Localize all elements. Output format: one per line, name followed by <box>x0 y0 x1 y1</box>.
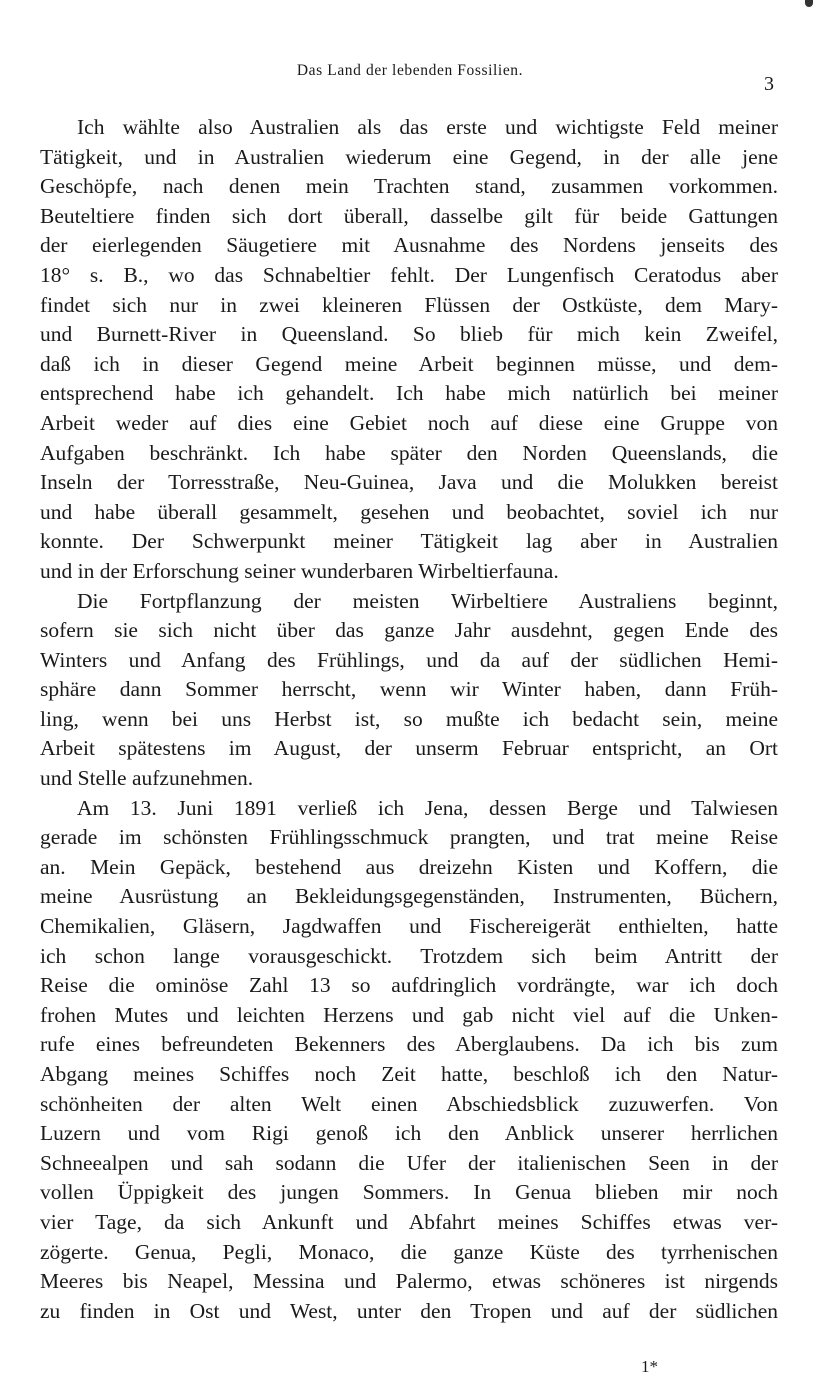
text-line: an. Mein Gepäck, bestehend aus dreizehn Kisten und Koffern, die <box>40 854 778 879</box>
text-line: Arbeit weder auf dies eine Gebiet noch auf diese eine Gruppe von <box>40 410 778 435</box>
text-line: vollen Üppigkeit des jungen Sommers. In Genua blieben mir noch <box>40 1180 778 1205</box>
text-line: Die Fortpflanzung der meisten Wirbeltiere Australiens beginnt, <box>77 588 778 613</box>
text-line: Meeres bis Neapel, Messina und Palermo, etwas schöneres ist nirgends <box>40 1269 778 1294</box>
text-line: rufe eines befreundeten Bekenners des Aberglaubens. Da ich bis zum <box>40 1032 778 1057</box>
text-line: Reise die ominöse Zahl 13 so aufdringlich vordrängte, war ich doch <box>40 973 778 998</box>
signature-mark: 1* <box>641 1357 658 1376</box>
text-line: schönheiten der alten Welt einen Abschiedsblick zuzuwerfen. Von <box>40 1091 778 1116</box>
body-text <box>40 113 778 1326</box>
text-line: entsprechend habe ich gehandelt. Ich habe mich natürlich bei meiner <box>40 381 778 406</box>
text-line: sofern sie sich nicht über das ganze Jahr ausdehnt, gegen Ende des <box>40 618 778 643</box>
text-line: Tätigkeit, und in Australien wiederum eine Gegend, in der alle jene <box>40 144 778 169</box>
text-line: findet sich nur in zwei kleineren Flüssen der Ostküste, dem Mary- <box>40 292 778 317</box>
text-line: zögerte. Genua, Pegli, Monaco, die ganze Küste des tyrrhenischen <box>40 1239 778 1264</box>
corner-ink-mark <box>805 0 813 7</box>
text-line: frohen Mutes und leichten Herzens und gab nicht viel auf die Unken- <box>40 1002 778 1027</box>
text-line: Luzern und vom Rigi genoß ich den Anblick unserer herrlichen <box>40 1121 778 1146</box>
text-line: Ich wählte also Australien als das erste und wichtigste Feld meiner <box>77 115 778 139</box>
text-line: Beuteltiere finden sich dort überall, dasselbe gilt für beide Gattungen <box>40 203 778 228</box>
text-line: und Burnett-River in Queensland. So blieb für mich kein Zweifel, <box>40 322 778 347</box>
text-line: ich schon lange vorausgeschickt. Trotzdem sich beim Antritt der <box>40 943 778 968</box>
text-line: Geschöpfe, nach denen mein Trachten stand, zusammen vorkommen. <box>40 174 778 199</box>
text-line: daß ich in dieser Gegend meine Arbeit beginnen müsse, und dem- <box>40 351 778 376</box>
text-line: Aufgaben beschränkt. Ich habe später den Norden Queenslands, die <box>40 440 778 465</box>
text-line: und habe überall gesammelt, gesehen und beobachtet, soviel ich nur <box>40 499 778 524</box>
running-title: Das Land der lebenden Fossilien. <box>296 62 524 79</box>
text-line: meine Ausrüstung an Bekleidungsgegenständen, Instrumenten, Büchern, <box>40 884 778 909</box>
text-line: vier Tage, da sich Ankunft und Abfahrt meines Schiffes etwas ver- <box>40 1209 778 1234</box>
text-line: Arbeit spätestens im August, der unserm Februar entspricht, an Ort <box>40 736 778 761</box>
text-line: ling, wenn bei uns Herbst ist, so mußte ich bedacht sein, meine <box>40 706 778 731</box>
paragraph <box>40 587 778 794</box>
text-line: zu finden in Ost und West, unter den Tropen und auf der südlichen <box>40 1298 778 1323</box>
text-line: und Stelle aufzunehmen. <box>40 766 254 791</box>
text-line: Am 13. Juni 1891 verließ ich Jena, dessen Berge und Talwiesen <box>77 795 778 820</box>
paragraph <box>40 113 778 587</box>
paragraph <box>40 794 778 1327</box>
text-line: sphäre dann Sommer herrscht, wenn wir Winter haben, dann Früh- <box>40 677 778 702</box>
text-line: konnte. Der Schwerpunkt meiner Tätigkeit lag aber in Australien <box>40 529 778 554</box>
text-line: Winters und Anfang des Frühlings, und da auf der südlichen Hemi- <box>40 647 778 672</box>
text-line: der eierlegenden Säugetiere mit Ausnahme des Nordens jenseits des <box>40 233 778 258</box>
text-line: Chemikalien, Gläsern, Jagdwaffen und Fischereigerät enthielten, hatte <box>40 914 778 939</box>
text-line: Inseln der Torresstraße, Neu-Guinea, Java und die Molukken bereist <box>40 470 778 495</box>
text-line: und in der Erforschung seiner wunderbaren Wirbeltierfauna. <box>40 558 559 583</box>
text-line: Schneealpen und sah sodann die Ufer der italienischen Seen in der <box>40 1150 778 1175</box>
text-line: Abgang meines Schiffes noch Zeit hatte, beschloß ich den Natur- <box>40 1062 778 1086</box>
text-line: gerade im schönsten Frühlingsschmuck prangten, und trat meine Reise <box>40 825 778 850</box>
text-line: 18° s. B., wo das Schnabeltier fehlt. Der Lungenfisch Ceratodus aber <box>40 262 778 287</box>
page-number: 3 <box>764 73 774 95</box>
